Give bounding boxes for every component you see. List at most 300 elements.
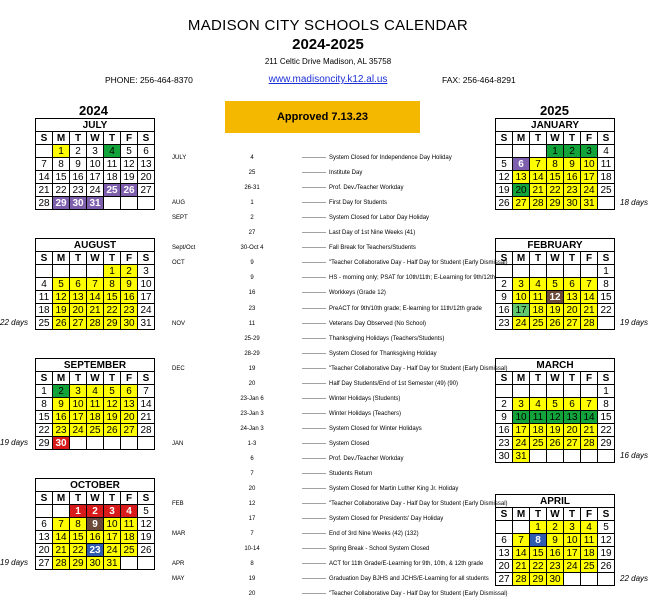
day-cell: 30 (547, 573, 564, 586)
day-cell: 28 (36, 197, 53, 210)
empty-cell (121, 557, 138, 570)
day-cell: 4 (104, 145, 121, 158)
day-cell: 25 (581, 560, 598, 573)
day-cell: 24 (87, 184, 104, 197)
day-cell: 3 (87, 145, 104, 158)
event-date: 1 (250, 200, 254, 207)
empty-cell (530, 450, 547, 463)
day-cell: 13 (564, 291, 581, 304)
day-cell: 26 (138, 544, 155, 557)
day-cell: 27 (564, 437, 581, 450)
day-cell: 10 (87, 158, 104, 171)
day-cell: 2 (53, 385, 70, 398)
day-cell: 20 (564, 304, 581, 317)
day-header: S (496, 372, 513, 385)
empty-cell (36, 505, 53, 518)
event-date: 10-14 (244, 546, 260, 553)
event-date: 26-31 (244, 185, 260, 192)
day-cell: 28 (53, 557, 70, 570)
day-cell: 25 (104, 184, 121, 197)
school-years: 2024-2025 (292, 36, 364, 53)
day-cell: 31 (581, 197, 598, 210)
calendar-march (495, 358, 615, 463)
day-header: S (496, 132, 513, 145)
day-cell: 6 (36, 518, 53, 531)
day-cell: 3 (70, 385, 87, 398)
empty-cell (598, 573, 615, 586)
event-dash: ------------ (302, 531, 326, 538)
event-text: Students Return (329, 471, 373, 478)
day-cell: 18 (581, 547, 598, 560)
month-name: FEBRUARY (496, 239, 615, 252)
day-cell: 9 (547, 534, 564, 547)
day-cell: 4 (598, 145, 615, 158)
day-cell: 9 (564, 158, 581, 171)
day-cell: 16 (564, 171, 581, 184)
event-date: 16 (248, 290, 256, 297)
day-header: F (581, 508, 598, 521)
day-header: S (598, 132, 615, 145)
month-name: APRIL (496, 495, 615, 508)
day-cell: 24 (70, 424, 87, 437)
day-header: W (87, 372, 104, 385)
empty-cell (121, 437, 138, 450)
event-dash: ------------ (302, 230, 326, 237)
calendar-july (35, 118, 155, 210)
event-text: Institute Day (329, 170, 363, 177)
event-text: Prof. Dev./Teacher Workday (329, 185, 404, 192)
event-text: System Closed for Presidents' Day Holiday (329, 516, 444, 523)
day-cell: 24 (513, 317, 530, 330)
day-cell: 26 (104, 424, 121, 437)
day-cell: 2 (87, 505, 104, 518)
day-cell: 6 (564, 278, 581, 291)
event-date: 30-Oct 4 (240, 245, 264, 252)
day-header: S (138, 252, 155, 265)
empty-cell (53, 505, 70, 518)
event-text: System Closed for Labor Day Holiday (329, 215, 430, 222)
day-cell: 12 (496, 171, 513, 184)
day-cell: 25 (530, 437, 547, 450)
day-cell: 12 (104, 398, 121, 411)
day-cell: 31 (138, 317, 155, 330)
school-days-count: 19 days (0, 438, 29, 447)
day-cell: 4 (530, 278, 547, 291)
day-cell: 7 (36, 158, 53, 171)
day-cell: 5 (547, 278, 564, 291)
day-cell: 12 (121, 158, 138, 171)
day-cell: 1 (104, 265, 121, 278)
event-month: OCT (172, 260, 185, 267)
day-cell: 16 (547, 547, 564, 560)
day-cell: 12 (598, 534, 615, 547)
day-header: F (121, 492, 138, 505)
day-header: M (513, 508, 530, 521)
day-cell: 25 (598, 184, 615, 197)
event-date: 17 (248, 516, 256, 523)
event-date: 4 (250, 155, 254, 161)
day-cell: 28 (138, 424, 155, 437)
day-cell: 21 (87, 304, 104, 317)
event-text: "Teacher Collaborative Day - Half Day for Student (Early Dismissal) (329, 260, 508, 267)
calendar-august (35, 238, 155, 330)
day-cell: 27 (121, 424, 138, 437)
day-cell: 30 (70, 197, 87, 210)
website-link[interactable]: www.madisoncity.k12.al.us (268, 74, 388, 85)
event-date: 20 (248, 591, 256, 598)
day-header: W (547, 252, 564, 265)
empty-cell (104, 197, 121, 210)
day-header: S (36, 252, 53, 265)
event-text: Last Day of 1st Nine Weeks (41) (329, 230, 416, 237)
day-header: W (547, 508, 564, 521)
day-cell: 15 (547, 171, 564, 184)
day-cell: 11 (530, 291, 547, 304)
day-cell: 1 (70, 505, 87, 518)
event-date: 1-3 (247, 440, 257, 447)
day-cell: 3 (513, 278, 530, 291)
day-header: S (36, 492, 53, 505)
event-date: 19 (248, 576, 256, 583)
day-cell: 16 (87, 531, 104, 544)
empty-cell (496, 385, 513, 398)
school-days-count: 22 days (0, 318, 29, 327)
day-cell: 2 (496, 278, 513, 291)
day-cell: 27 (36, 557, 53, 570)
empty-cell (581, 265, 598, 278)
day-header: F (581, 372, 598, 385)
day-cell: 10 (564, 534, 581, 547)
event-dash: ------------ (302, 576, 326, 583)
day-cell: 6 (564, 398, 581, 411)
day-cell: 16 (496, 304, 513, 317)
day-cell: 5 (53, 278, 70, 291)
day-cell: 23 (547, 560, 564, 573)
event-dash: ------------ (302, 275, 326, 282)
approved-badge: Approved 7.13.23 (225, 101, 420, 133)
event-month: JULY (172, 155, 187, 161)
empty-cell (138, 557, 155, 570)
day-header: T (564, 372, 581, 385)
day-cell: 26 (121, 184, 138, 197)
day-cell: 7 (513, 534, 530, 547)
event-date: 28-29 (244, 350, 260, 357)
website-link-wrap (0, 74, 656, 85)
day-cell: 23 (496, 437, 513, 450)
empty-cell (581, 450, 598, 463)
day-cell: 15 (598, 411, 615, 424)
day-cell: 9 (53, 398, 70, 411)
day-header: S (598, 508, 615, 521)
day-cell: 23 (564, 184, 581, 197)
day-cell: 18 (87, 411, 104, 424)
day-cell: 27 (564, 317, 581, 330)
day-cell: 11 (87, 398, 104, 411)
event-date: 9 (250, 275, 254, 282)
day-cell: 2 (564, 145, 581, 158)
day-header: T (104, 492, 121, 505)
day-header: M (53, 132, 70, 145)
day-cell: 8 (36, 398, 53, 411)
day-cell: 10 (104, 518, 121, 531)
day-cell: 22 (53, 184, 70, 197)
day-cell: 30 (53, 437, 70, 450)
day-header: S (138, 132, 155, 145)
day-cell: 17 (564, 547, 581, 560)
day-cell: 24 (138, 304, 155, 317)
day-cell: 9 (121, 278, 138, 291)
day-cell: 12 (138, 518, 155, 531)
fax: FAX: 256-464-8291 (442, 75, 516, 85)
empty-cell (513, 265, 530, 278)
day-cell: 14 (138, 398, 155, 411)
empty-cell (598, 317, 615, 330)
school-days-count: 18 days (620, 198, 649, 207)
empty-cell (564, 450, 581, 463)
day-cell: 7 (581, 278, 598, 291)
event-month: SEPT (172, 215, 188, 222)
day-cell: 3 (564, 521, 581, 534)
day-cell: 8 (598, 398, 615, 411)
empty-cell (547, 450, 564, 463)
day-cell: 29 (104, 317, 121, 330)
day-header: F (121, 252, 138, 265)
event-text: System Closed for Thanksgiving Holiday (329, 350, 437, 357)
day-cell: 8 (104, 278, 121, 291)
empty-cell (53, 265, 70, 278)
day-cell: 13 (36, 531, 53, 544)
empty-cell (564, 265, 581, 278)
day-header: F (121, 372, 138, 385)
day-cell: 5 (121, 145, 138, 158)
day-cell: 9 (496, 411, 513, 424)
day-cell: 4 (121, 505, 138, 518)
event-month: AUG (172, 200, 186, 207)
event-dash: ------------ (302, 305, 326, 312)
day-cell: 20 (564, 424, 581, 437)
day-cell: 21 (581, 424, 598, 437)
empty-cell (496, 145, 513, 158)
day-cell: 11 (598, 158, 615, 171)
event-text: "Teacher Collaborative Day - Half Day for Student (Early Dismissal) (329, 501, 508, 508)
page-title: MADISON CITY SCHOOLS CALENDAR (187, 17, 469, 34)
day-cell: 22 (547, 184, 564, 197)
day-cell: 8 (70, 518, 87, 531)
day-cell: 7 (581, 398, 598, 411)
day-cell: 11 (530, 411, 547, 424)
event-date: 25 (248, 170, 256, 177)
day-cell: 26 (496, 197, 513, 210)
event-text: First Day for Students (329, 200, 388, 207)
day-cell: 30 (496, 450, 513, 463)
event-dash: ------------ (302, 335, 326, 342)
day-cell: 11 (581, 534, 598, 547)
event-date: 20 (248, 380, 256, 387)
day-header: M (53, 372, 70, 385)
day-cell: 2 (496, 398, 513, 411)
event-text: Half Day Students/End of 1st Semester (49) (90) (329, 380, 459, 387)
event-text: Veterans Day Observed (No School) (329, 320, 427, 327)
event-dash: ------------ (302, 245, 326, 252)
day-cell: 18 (36, 304, 53, 317)
day-cell: 19 (496, 184, 513, 197)
day-cell: 31 (104, 557, 121, 570)
event-dash: ------------ (302, 486, 326, 493)
day-header: S (496, 508, 513, 521)
year-left: 2024 (79, 103, 108, 118)
event-date: 24-Jan 3 (240, 425, 264, 432)
day-cell: 25 (36, 317, 53, 330)
day-cell: 23 (496, 317, 513, 330)
event-text: Graduation Day BJHS and JCHS/E-Learning for all students (329, 576, 489, 583)
day-cell: 4 (36, 278, 53, 291)
day-cell: 29 (530, 573, 547, 586)
day-cell: 13 (121, 398, 138, 411)
calendar-april (495, 494, 615, 586)
event-dash: ------------ (302, 200, 326, 207)
day-cell: 6 (121, 385, 138, 398)
day-cell: 26 (547, 317, 564, 330)
day-cell: 27 (70, 317, 87, 330)
month-name: OCTOBER (36, 479, 155, 492)
day-cell: 13 (496, 547, 513, 560)
day-cell: 17 (513, 424, 530, 437)
day-cell: 15 (36, 411, 53, 424)
day-cell: 10 (513, 291, 530, 304)
day-cell: 18 (598, 171, 615, 184)
event-date: 25-29 (244, 335, 260, 342)
day-cell: 14 (581, 291, 598, 304)
day-cell: 13 (513, 171, 530, 184)
day-cell: 7 (530, 158, 547, 171)
day-cell: 10 (581, 158, 598, 171)
day-cell: 29 (547, 197, 564, 210)
day-header: W (87, 252, 104, 265)
day-cell: 7 (87, 278, 104, 291)
day-cell: 13 (564, 411, 581, 424)
empty-cell (496, 521, 513, 534)
event-dash: ------------ (302, 546, 326, 553)
day-cell: 4 (530, 398, 547, 411)
day-header: T (530, 508, 547, 521)
day-cell: 1 (547, 145, 564, 158)
day-cell: 15 (530, 547, 547, 560)
day-cell: 21 (530, 184, 547, 197)
day-cell: 17 (581, 171, 598, 184)
empty-cell (104, 437, 121, 450)
day-cell: 19 (547, 424, 564, 437)
day-cell: 16 (53, 411, 70, 424)
day-header: M (53, 492, 70, 505)
event-text: Workkeys (Grade 12) (329, 290, 386, 297)
event-dash: ------------ (302, 561, 326, 568)
day-header: W (87, 132, 104, 145)
empty-cell (87, 265, 104, 278)
day-header: T (70, 132, 87, 145)
day-header: S (138, 372, 155, 385)
month-name: SEPTEMBER (36, 359, 155, 372)
day-cell: 3 (581, 145, 598, 158)
day-cell: 2 (547, 521, 564, 534)
event-text: Thanksgiving Holidays (Teachers/Students) (329, 335, 445, 342)
day-cell: 17 (70, 411, 87, 424)
day-header: T (104, 132, 121, 145)
day-cell: 14 (87, 291, 104, 304)
event-text: System Closed (329, 440, 370, 447)
empty-cell (138, 197, 155, 210)
month-name: JULY (36, 119, 155, 132)
day-header: M (53, 252, 70, 265)
day-cell: 26 (547, 437, 564, 450)
day-cell: 12 (53, 291, 70, 304)
day-header: S (36, 372, 53, 385)
day-cell: 21 (138, 411, 155, 424)
day-cell: 18 (530, 304, 547, 317)
day-cell: 1 (36, 385, 53, 398)
day-cell: 21 (36, 184, 53, 197)
day-cell: 10 (138, 278, 155, 291)
day-cell: 1 (530, 521, 547, 534)
day-cell: 9 (496, 291, 513, 304)
day-header: T (70, 492, 87, 505)
day-cell: 16 (70, 171, 87, 184)
day-cell: 20 (36, 544, 53, 557)
event-date: 12 (248, 501, 256, 508)
day-cell: 5 (598, 521, 615, 534)
day-cell: 22 (598, 424, 615, 437)
day-cell: 17 (513, 304, 530, 317)
day-cell: 15 (53, 171, 70, 184)
day-header: W (547, 132, 564, 145)
day-cell: 20 (138, 171, 155, 184)
event-text: "Teacher Collaborative Day - Half Day for Student (Early Dismissal) (329, 365, 508, 372)
day-cell: 23 (53, 424, 70, 437)
event-month: JAN (172, 440, 184, 447)
day-cell: 25 (530, 317, 547, 330)
day-cell: 14 (53, 531, 70, 544)
day-cell: 24 (564, 560, 581, 573)
day-cell: 19 (104, 411, 121, 424)
month-name: JANUARY (496, 119, 615, 132)
event-text: System Closed for Winter Holidays (329, 425, 422, 432)
day-cell: 11 (121, 518, 138, 531)
event-date: 19 (248, 365, 256, 372)
day-cell: 8 (547, 158, 564, 171)
day-cell: 2 (70, 145, 87, 158)
day-cell: 3 (513, 398, 530, 411)
event-dash: ------------ (302, 440, 326, 447)
event-dash: ------------ (302, 185, 326, 192)
day-cell: 9 (87, 518, 104, 531)
event-date: 27 (248, 230, 256, 237)
calendar-september (35, 358, 155, 450)
day-cell: 30 (87, 557, 104, 570)
event-month: MAR (172, 531, 186, 538)
empty-cell (581, 385, 598, 398)
empty-cell (70, 265, 87, 278)
day-cell: 29 (70, 557, 87, 570)
day-cell: 27 (496, 573, 513, 586)
day-cell: 28 (530, 197, 547, 210)
phone: PHONE: 256-464-8370 (105, 75, 193, 85)
day-cell: 3 (138, 265, 155, 278)
day-cell: 4 (581, 521, 598, 534)
day-cell: 30 (121, 317, 138, 330)
event-text: ACT for 11th Grade/E-Learning for 9th, 10th, & 12th grade (329, 561, 484, 568)
day-cell: 21 (53, 544, 70, 557)
event-dash: ------------ (302, 425, 326, 432)
day-cell: 6 (513, 158, 530, 171)
